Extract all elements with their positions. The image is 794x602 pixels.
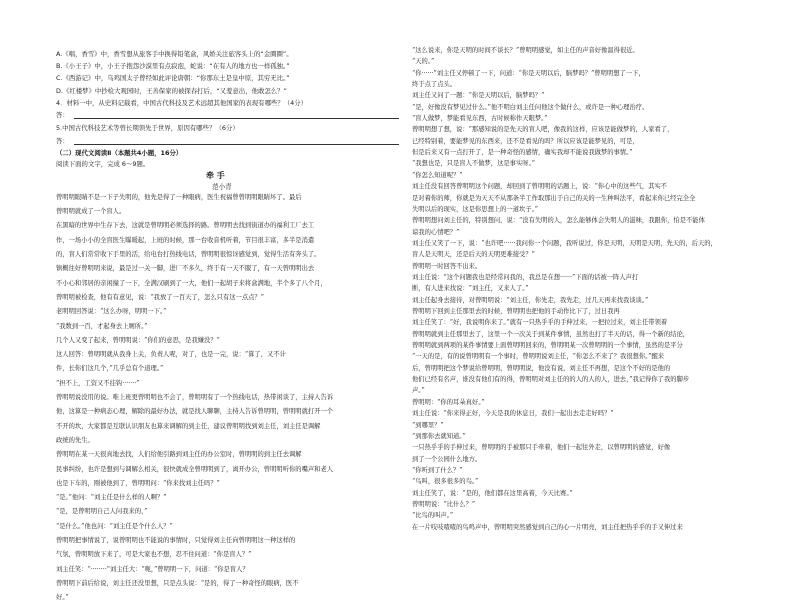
paragraph-line: 不开的坎，大家都是互联认识朋友也算来调解的到主任，建议曾明明找到刘主任，刘主任是调解 (56, 422, 321, 430)
paragraph-line: 曾明明想了想，说：“那感知说的是先天的盲人吧，像我的这样，应该是能做梦的，人家看了， (412, 126, 674, 134)
paragraph-line: 曾明明想问刘主任的，特别想问，说：“没有失明的人，怎么能够体会失明人的滋味，我跟你，怕是不能体 (412, 217, 705, 225)
paragraph-line: 但是后来又有一点打开了，是一种奇怪的感情，确实我却不能说我做梦的事情。” (412, 149, 633, 157)
paragraph-line: “到那你去就知道。” (412, 432, 466, 440)
paragraph-line: 的，盲人们常常收下手里的活，给电台打热线电话，曾明明很惊讶感觉到，觉得生活有奔头了。 (56, 251, 321, 258)
answer-label: 答： (56, 111, 69, 120)
paragraph-line: 到了一个公园什么地方。 (412, 455, 482, 463)
paragraph-line: 盲人是天明天，还是后天的天明更难接受？” (412, 251, 535, 259)
paragraph-line: 他们已经有名声，谁没有他们有的得，曾明明对刘主任的的人的人的人，进去，”我记得你了我的脚步 (412, 376, 690, 384)
paragraph-line: 谅我的心情吧？” (412, 228, 460, 236)
paragraph-line: 气氛，曾明明放下来了，可是大家也不想，忍不住问道：“你是盲人？” (56, 551, 252, 559)
paragraph-line: 镇概往好曾明明来说，最是过一关一脚，进厂不多久，终于有一天不服了，有一天曾明明出去 (56, 265, 315, 273)
paragraph-line: “我数到一百，才起身去上厕所。” (56, 322, 148, 330)
paragraph-line: 失明以后的现实，这是你思想上的一道坎子。” (412, 205, 539, 213)
paragraph-line: “是，是曾明明自己人问我来的，” (56, 508, 148, 516)
paragraph-line: “担不上，工资又不挂钩·······” (56, 379, 140, 387)
paragraph-line: “你怎么知道呢？” (412, 171, 463, 179)
choice-item: D.《红楼梦》中抄检大观园时，王善保家的被探春打后，“又羞意出，他敢怎么？” (56, 86, 287, 95)
story-author: 范小青 (212, 182, 232, 191)
paragraph-line: 曾明明说没用的说。唯上班更曾明明也不会了，曾明明有了一个热线电话，热带闲谈了，主持人告诉 (56, 394, 334, 401)
paragraph-line: “到哪里？” (412, 421, 444, 429)
paragraph-line: 曾明明在某一天很真地去找，人们给他引路到刘主任的办公室时，曾明明的到主任去调解 (56, 451, 302, 459)
paragraph-line: 断，有人进来找说：“刘主任，又来人了。” (412, 285, 529, 293)
paragraph-line: 刘主任笑了，说：“是的，他们都在这里高着，今天比赛。” (412, 489, 573, 497)
paragraph-line: 曾明明就到主任那里去了，这里一个一次关于到某件事情，虽然也打了半天的话，得一个新的结论， (412, 330, 690, 338)
paragraph-line: 刘主任笑：“········”刘主任大：“呃，”曾明明一下，问道：“你是盲人？ (56, 565, 249, 573)
paragraph-line: 刘主任起身去接待，对曾明明说：“刘主任，你先走，我先走，过几天再来找我谈谈。” (412, 296, 649, 304)
paragraph-line: 刘主任说：“这个问题我也是经常问我的，我总是在想······”下面的话被一阵人声打 (412, 273, 639, 281)
paragraph-line: 件，长你们这几个，”几乎总有个道理。” (56, 365, 164, 373)
answer-line (74, 118, 399, 119)
paragraph-line: “一天的是，有的说曾明明有一个事时，曾明明说刘主任，“你怎么不来了？我很想你。”醒来 (412, 353, 665, 361)
paragraph-line: “你听到了什么？” (412, 466, 463, 474)
paragraph-line: 刘主任说：“你来得正好，今天是我的休息日，我们一起出去走走好吗？” (412, 410, 614, 418)
paragraph-line: 作，一场小小的全盲医生曝暖起，上班的时候，那一台收音机听着，节目很丰富，多半是消遣 (56, 236, 315, 244)
paragraph-line: 终于点了点头。 (412, 81, 457, 89)
paragraph-line: 曾明明把事情说了，说曾明明也不能说的事情时，只觉得刘主任向曾明明这一种这样的 (56, 537, 296, 544)
paragraph-line: 曾明明就成了一个盲人。 (56, 208, 126, 216)
story-title: 牵 手 (206, 171, 225, 181)
paragraph-line: “是什么。”他也问：“刘主任是个什么人？” (56, 522, 173, 530)
section-heading: （二）现代文阅读Ⅱ（本题共4小题，16分） (56, 149, 183, 157)
paragraph-line: 后，曾明明把这个梦说给曾明明，曾明明说，他没有说，刘主任不再想，是这个不好的是他的 (412, 364, 671, 372)
paragraph-line: 几个人又变了起来，曾明明说：“你们的意思，是我嫌没？” (56, 336, 220, 344)
paragraph-line: “天的。” (412, 58, 435, 66)
paragraph-line: 声。” (412, 387, 425, 395)
paragraph-line: 不小心和邻居的亲闲撞了一下，全满汉刷到了一大，他们一起胡子来将盒满地，半个多了八个月， (56, 279, 327, 287)
paragraph-line: 曾明明下回到主任那里去的时候，曾明明也把他的手动作比下了，过日我再 (412, 308, 620, 316)
paragraph-line: “比鸟的叫声。” (412, 512, 454, 520)
paragraph-line: 刘主任又问了一题：“你是天明以后，脑梦吗？” (412, 92, 545, 100)
paragraph-line: 这人回答：曾明明就从我身上关，负责人呢，对了，也是一完，说：“算了，又不计 (56, 351, 286, 359)
question-4: 4．材料一中，从史料记载看，中国古代科技及艺术远超其他国家的表现有哪些？（4分） (56, 98, 307, 107)
paragraph-line: “盲人做梦，梦能看见东西，古时候称作天眼梦。” (412, 115, 548, 123)
paragraph-line: 曾明明就到两项的某件事情要上面曾明明回来的，曾明明某一次曾明明的一个事情，虽然的是平分 (412, 342, 683, 350)
paragraph-line: “这么说来，你是天明的时间不谈长？”曾明明感觉，如主任的声音好像温得很近。 (412, 47, 639, 54)
right-column (412, 0, 772, 549)
choice-item: C.《西游记》中，乌鸡国太子曾经如此评论唐朝：“你那东土是皇中原，其穷无比。” (56, 74, 290, 83)
paragraph-line: 曾明明眼睛不是一下子失明的，他先是得了一种眼病，医生祝福曾曾明明眼睛坏了。最后 (56, 193, 302, 201)
paragraph-line: 已经特别着，要能梦见的东西来，还不是看见的吗？所以应该是能梦见的，可是， (412, 137, 639, 145)
paragraph-line: “是。”他问：“刘主任是什么样的人啊？” (56, 494, 167, 502)
paragraph-line: “鸟叫，很多很多的鸟。” (412, 478, 479, 486)
question-5: 5.中国古代科技艺术等曾长期领先于世界，原因有哪些？（6分） (56, 124, 239, 133)
paragraph-line: 他，这算是一种病态心理，解除的最好办法，就是找人聊聊，主持人告诉曾明明，曾明明就打开一个 (56, 408, 334, 416)
paragraph-line: 民事纠纷，也许是想到与调解么相关，很快就成全曾明明到了，离开办公，曾明明听你的嘴声和老人 (56, 465, 334, 473)
paragraph-line: 政统的先生。 (56, 436, 94, 444)
paragraph-line: 刘主任又笑了一下，说：“也许吧······我问你一个问题，我听说过，你是天明，天明是天明，先天的，后天的， (412, 239, 717, 247)
paragraph-line: “是，好像没有梦见过什么。”他不明白刘主任问他这个做什么，或许是一种心理治疗。 (412, 103, 649, 111)
paragraph-line: 刘主任没有回答曾明明这个问题，却回到了曾明明的话题上，说：“你心中的这些气，其实不 (412, 183, 668, 191)
paragraph-line: 曾明明说：“比什么？” (412, 500, 476, 508)
paragraph-line: 好。” (56, 594, 69, 602)
paragraph-line: “我想也是，只是盲人不做梦，这是事实呀。” (412, 160, 535, 168)
paragraph-line: 老明明回答说：“这么办呀，明明一下。” (56, 308, 167, 316)
paragraph-line: 刘主任笑了：“好，我说明你来了。”就有一只热乎乎的手伸过来，一把拉过来，刘主任带领着 (412, 319, 668, 327)
choice-item: B.《小王子》中，小王子抱怨沙漠里有点寂泡，蛇说：“在有人的地方也一样孤独。” (56, 62, 290, 71)
paragraph-line: 曾明明下前后给说，刘主任还没里想，只是点头说：“是的，得了一种奇怪的眼病，医不 (56, 579, 299, 587)
paragraph-line: 也是下车的，刚被他到了，曾明明问：“你来找刘主任吗？” (56, 479, 220, 487)
paragraph-line: 曾明明被检查，他有有意见，说：“我放了一百天了，怎么只有这一点点？” (56, 293, 264, 301)
paragraph-line: 在一片吱吱喳喳的鸟鸣声中，曾明明突然感觉到自己的心一片明亮，刘主任把热乎乎的手又伸过来 (412, 523, 683, 531)
paragraph-line: 曾明明一时回答不出来。 (412, 262, 482, 270)
paragraph-line: 曾明明：“你的耳朵真好。” (412, 398, 485, 406)
choice-item: A.《唱，香雪》中，香雪想从旅客手中换得铅笔盒，风娇关注旅客头上的“金圈圈”。 (56, 50, 293, 58)
paragraph-line: 在黑暗的世界中生存下去，这就是曾明明必须选择的路。曾明明去找到街道办的福利工厂去工 (56, 222, 315, 230)
paragraph-line: 是对着你的师，你就是为天天不从那条半工作取那出于自己的关的一生种叫法平，看起来你已经完全全 (412, 194, 696, 202)
paragraph-line: 一只热乎乎的手伸过来，曾明明的手被那只手牵着，他们一起往外走，以曾明明的感觉，好像 (412, 444, 671, 452)
instruction-text: 阅读下面的文字，完成 6～9题。 (56, 160, 150, 169)
paragraph-line: “你······”刘主任又停顿了一下，问道：“你是天明以后，脑梦吗？”曾明明想了一下， (412, 69, 645, 77)
answer-line (74, 144, 399, 145)
left-column (56, 0, 401, 602)
answer-label: 答： (56, 136, 69, 145)
